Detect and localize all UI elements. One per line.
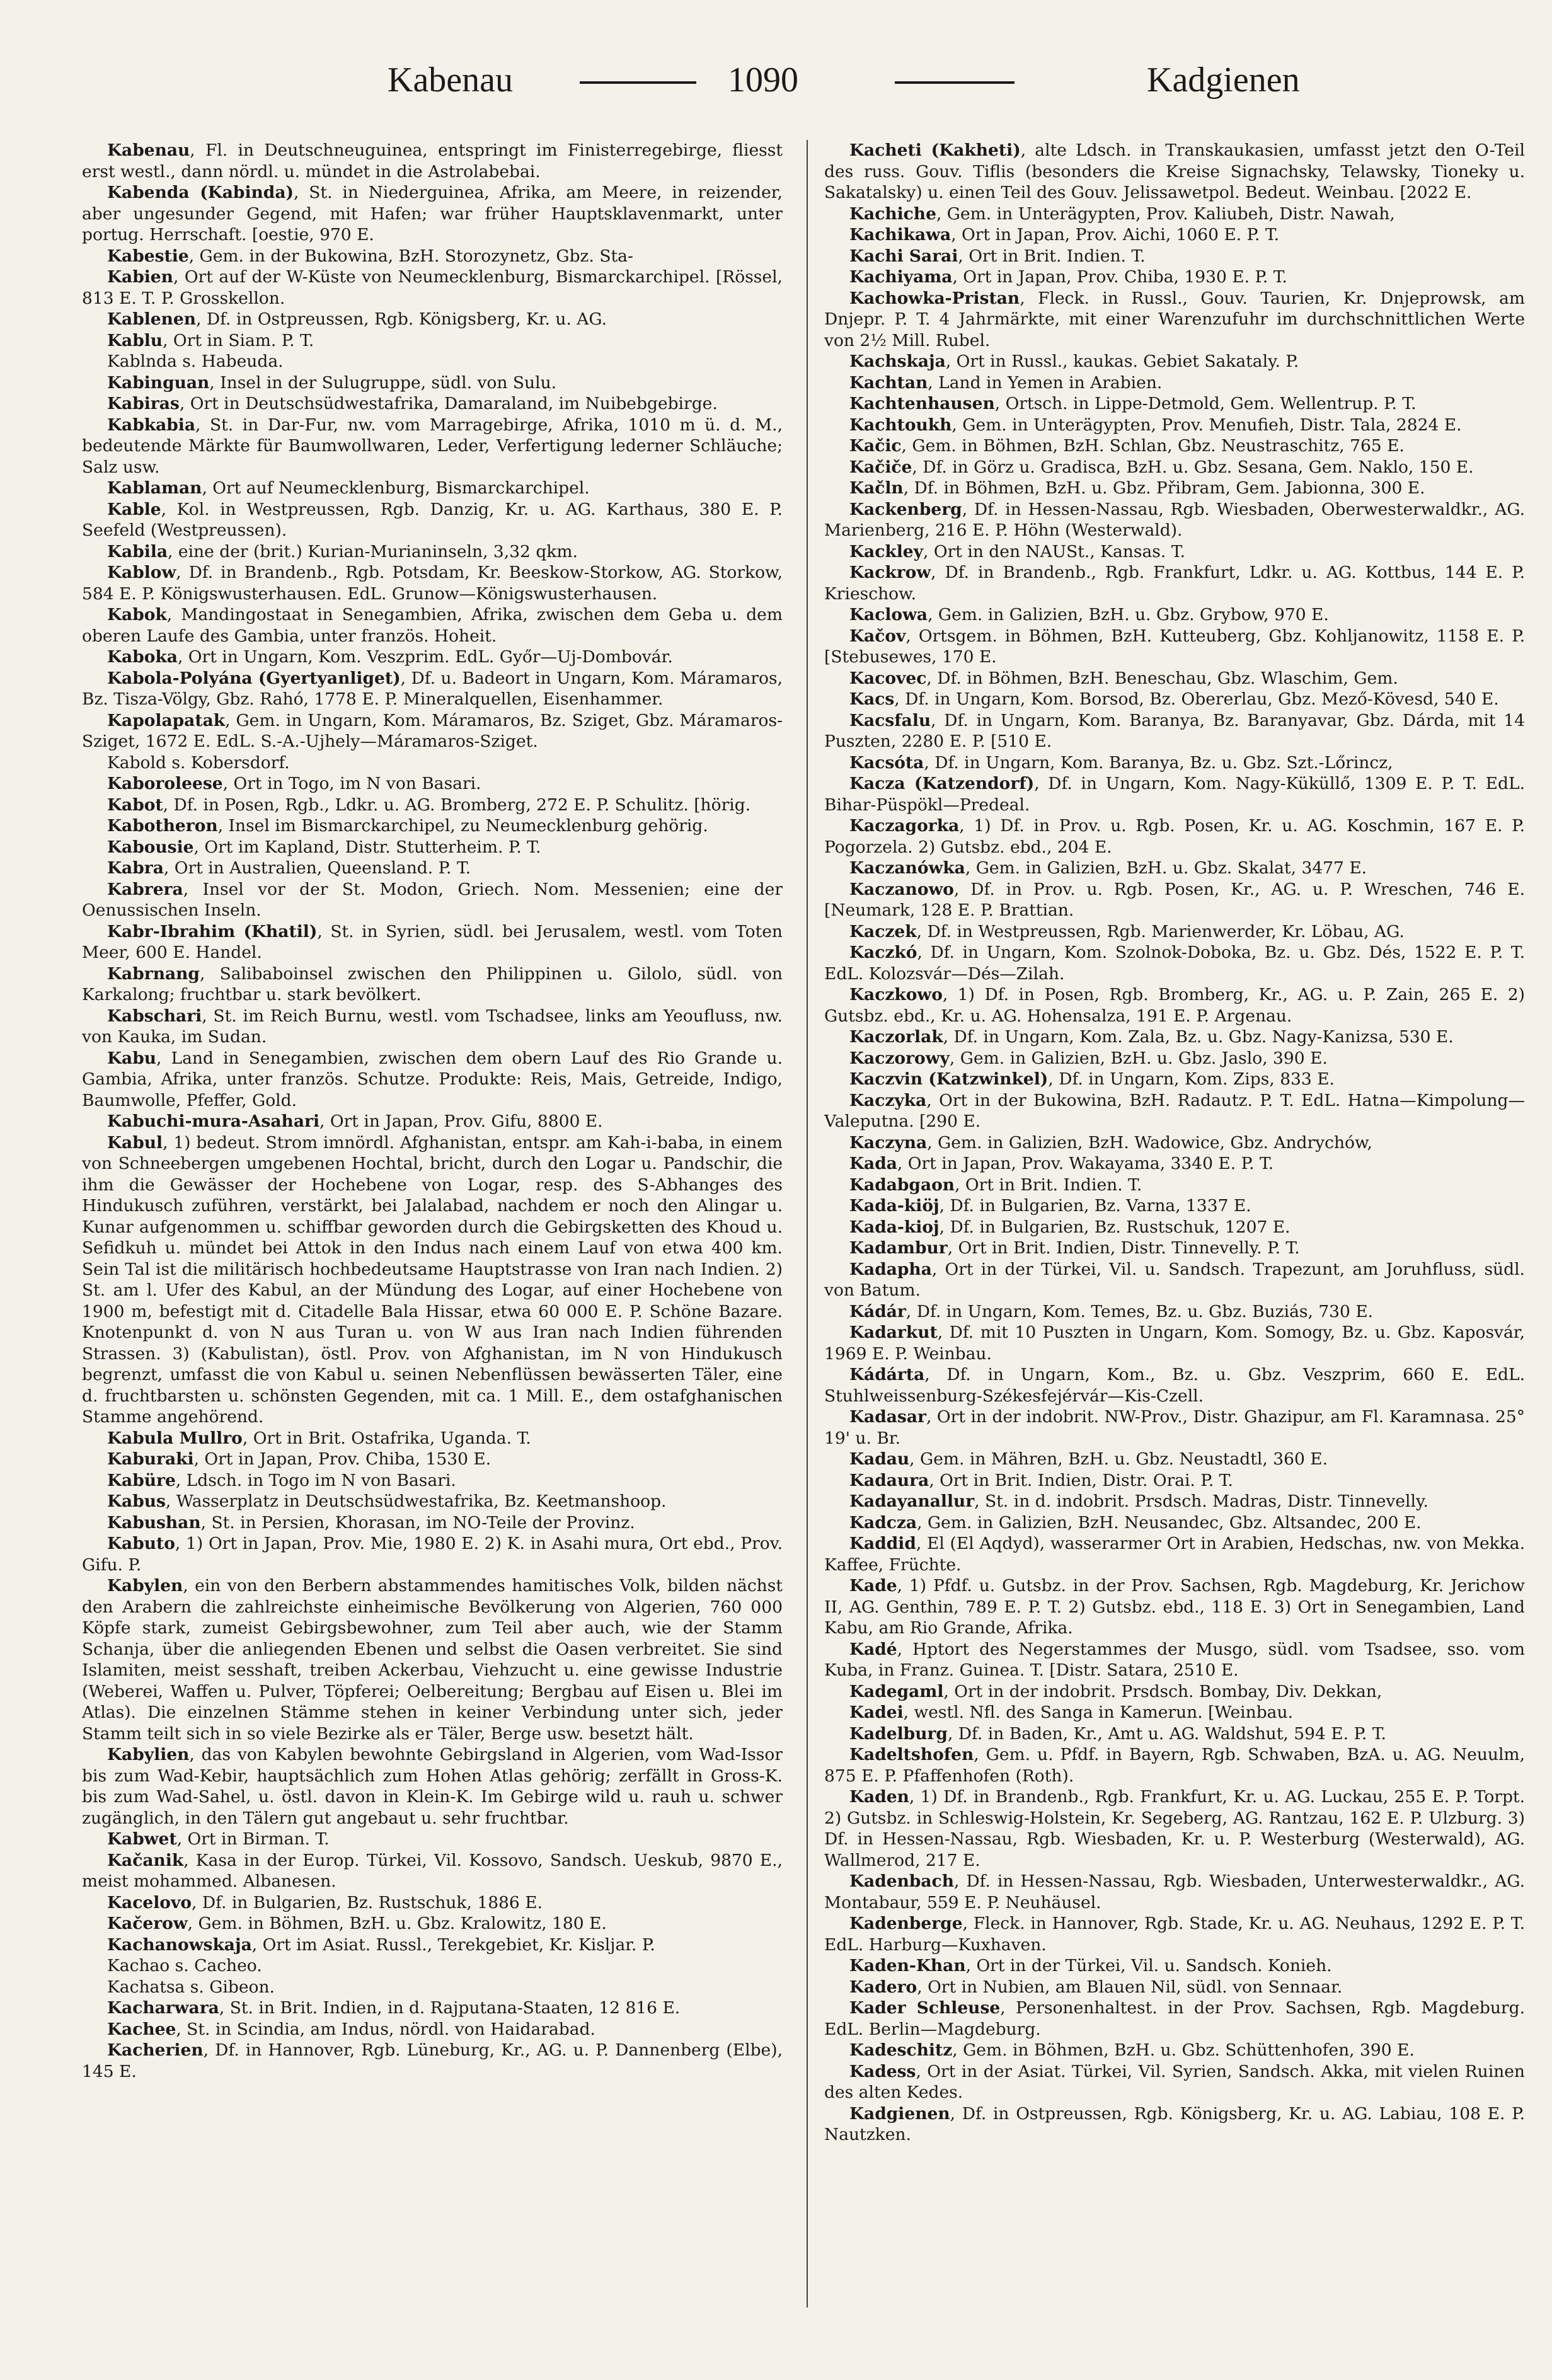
dictionary-entry: Kabr-Ibrahim (Khatil), St. in Syrien, südl. bei Jerusalem, westl. vom Toten Meer, 600 E. Handel. [82,921,783,962]
dictionary-entry: Kada-kioj, Df. in Bulgarien, Bz. Rustschuk, 1207 E. [849,1217,1290,1237]
dictionary-entry: Kaddid, El (El Aqdyd), wasserarmer Ort in Arabien, Hedschas, nw. von Mekka. Kaffee, Früchte. [824,1534,1525,1575]
dictionary-entry: Kádárta, Df. in Ungarn, Kom., Bz. u. Gbz. Veszprim, 660 E. EdL. Stuhlweissenburg-Székesfejérvár—Kis-Czell. [824,1365,1525,1406]
dictionary-entry: Kaboroleese, Ort in Togo, im N von Basari. [107,774,481,793]
dictionary-entry: Kadé, Hptort des Negerstammes der Musgo, südl. vom Tsadsee, sso. vom Kuba, in Franz. Guinea. T. [Distr. Satara, 2510 E. [824,1639,1525,1680]
dictionary-entry: Kaczorowy, Gem. in Galizien, BzH. u. Gbz. Jaslo, 390 E. [849,1048,1328,1068]
dictionary-entry: Kachee, St. in Scindia, am Indus, nördl. von Haidarabad. [107,2019,595,2039]
dictionary-entry: Kablenen, Df. in Ostpreussen, Rgb. Königsberg, Kr. u. AG. [107,309,607,329]
dictionary-entry: Kadeltshofen, Gem. u. Pfdf. in Bayern, Rgb. Schwaben, BzA. u. AG. Neuulm, 875 E. P. Pfaffenhofen (Roth). [824,1745,1525,1786]
dictionary-entry: Kadau, Gem. in Mähren, BzH. u. Gbz. Neustadtl, 360 E. [849,1449,1328,1469]
dictionary-entry: Kabkabia, St. in Dar-Fur, nw. vom Marragebirge, Afrika, 1010 m ü. d. M., bedeutende Märkte für Baumwollwaren, Leder, Verfertigung lederner Schläuche; Salz usw. [82,415,783,477]
dictionary-entry: Kachtoukh, Gem. in Unterägypten, Prov. Menufieh, Distr. Tala, 2824 E. [849,415,1462,435]
dictionary-entry: Kabuto, 1) Ort in Japan, Prov. Mie, 1980 E. 2) K. in Asahi mura, Ort ebd., Prov. Gifu. P. [82,1534,783,1575]
dictionary-entry: Kacharwara, St. in Brit. Indien, in d. Rajputana-Staaten, 12 816 E. [107,1998,681,2018]
dictionary-entry: Kabula Mullro, Ort in Brit. Ostafrika, Uganda. T. [107,1428,531,1448]
dictionary-entry: Kadambur, Ort in Brit. Indien, Distr. Tinnevelly. P. T. [849,1238,1300,1258]
dictionary-entry: Kackrow, Df. in Brandenb., Rgb. Frankfurt, Ldkr. u. AG. Kottbus, 144 E. P. Krieschow. [824,563,1525,604]
column-divider [807,140,808,2308]
dictionary-entry: Kabinguan, Insel in der Sulugruppe, südl. von Sulu. [107,372,557,393]
dictionary-entry: Kachiche, Gem. in Unterägypten, Prov. Kaliubeh, Distr. Nawah, [849,204,1395,224]
dictionary-entry: Kaburaki, Ort in Japan, Prov. Chiba, 1530 E. [107,1449,491,1469]
dictionary-entry: Kacza (Katzendorf), Df. in Ungarn, Kom. Nagy-Küküllő, 1309 E. P. T. EdL. Bihar-Püspökl—Predeal. [824,774,1525,815]
dictionary-entry: Kadeschitz, Gem. in Böhmen, BzH. u. Gbz. Schüttenhofen, 390 E. [849,2040,1415,2060]
dictionary-entry: Kabschari, St. im Reich Burnu, westl. vom Tschadsee, links am Yeoufluss, nw. von Kauka, im Sudan. [82,1006,783,1047]
dictionary-entry: Kačiče, Df. in Görz u. Gradisca, BzH. u. Gbz. Sesana, Gem. Naklo, 150 E. [849,457,1474,477]
dictionary-entry: Kaczkowo, 1) Df. in Posen, Rgb. Bromberg, Kr., AG. u. P. Zain, 265 E. 2) Gutsbz. ebd., Kr. u. AG. Hohensalza, 191 E. P. Argenau. [824,985,1525,1026]
dictionary-entry: Kada, Ort in Japan, Prov. Wakayama, 3340 E. P. T. [849,1154,1274,1173]
right-column [824,140,1525,2320]
dictionary-entry: Kačln, Df. in Böhmen, BzH. u. Gbz. Přibram, Gem. Jabionna, 300 E. [849,478,1425,498]
dictionary-entry: Kacsóta, Df. in Ungarn, Kom. Baranya, Bz. u. Gbz. Szt.-Lőrincz, [849,752,1393,773]
dictionary-entry: Kachikawa, Ort in Japan, Prov. Aichi, 1060 E. P. T. [849,225,1280,244]
dictionary-entry: Kadero, Ort in Nubien, am Blauen Nil, südl. von Sennaar. [849,1977,1343,1997]
header-dash-left [580,81,696,84]
dictionary-entry: Kader Schleuse, Personenhaltest. in der Prov. Sachsen, Rgb. Magdeburg. EdL. Berlin—Magdeburg. [824,1998,1525,2039]
dictionary-entry: Kabus, Wasserplatz in Deutschsüdwestafrika, Bz. Keetmanshoop. [107,1492,667,1511]
dictionary-entry: Kaczyka, Ort in der Bukowina, BzH. Radautz. P. T. EdL. Hatna—Kimpolung—Valeputna. [290 E. [824,1090,1525,1131]
page-header [82,60,1468,129]
dictionary-entry: Kadapha, Ort in der Türkei, Vil. u. Sandsch. Trapezunt, am Joruhfluss, südl. von Batum. [824,1259,1525,1300]
dictionary-entry: Kabok, Mandingostaat in Senegambien, Afrika, zwischen dem Geba u. dem oberen Laufe des Gambia, unter französ. Hoheit. [82,605,783,646]
dictionary-entry: Kabu, Land in Senegambien, zwischen dem obern Lauf des Rio Grande u. Gambia, Afrika, unter französ. Schutze. Produkte: Reis, Mais, Getreide, Indigo, Baumwolle, Pfeffer, Gold. [82,1048,783,1110]
dictionary-entry: Kachtenhausen, Ortsch. in Lippe-Detmold, Gem. Wellentrup. P. T. [849,394,1417,413]
dictionary-entry: Kabushan, St. in Persien, Khorasan, im NO-Teile der Provinz. [107,1512,635,1532]
header-right-word: Kadgienen [1147,60,1300,100]
dictionary-entry: Kachanowskaja, Ort im Asiat. Russl., Terekgebiet, Kr. Kisljar. P. [107,1934,655,1955]
dictionary-entry: Kachatsa s. Gibeon. [107,1977,275,1997]
dictionary-entry: Kabold s. Kobersdorf. [107,752,290,773]
dictionary-entry: Kačerow, Gem. in Böhmen, BzH. u. Gbz. Kralowitz, 180 E. [107,1914,607,1933]
dictionary-entry: Kackenberg, Df. in Hessen-Nassau, Rgb. Wiesbaden, Oberwesterwaldkr., AG. Marienberg, 216 E. P. Höhn (Westerwald). [824,499,1525,540]
dictionary-entry: Kaczkó, Df. in Ungarn, Kom. Szolnok-Doboka, Bz. u. Gbz. Dés, 1522 E. P. T. EdL. Kolozsvár—Dés—Zilah. [824,943,1525,984]
dictionary-entry: Kachtan, Land in Yemen in Arabien. [849,372,1163,393]
dictionary-entry: Kabiras, Ort in Deutschsüdwestafrika, Damaraland, im Nuibebgebirge. [107,394,718,413]
dictionary-entry: Kadei, westl. Nfl. des Sanga in Kamerun. [Weinbau. [849,1703,1293,1722]
dictionary-entry: Kachao s. Cacheo. [107,1956,262,1975]
dictionary-entry: Kádár, Df. in Ungarn, Kom. Temes, Bz. u. Gbz. Buziás, 730 E. [849,1301,1374,1321]
dictionary-entry: Kabien, Ort auf der W-Küste von Neumecklenburg, Bismarckarchipel. [Rössel, 813 E. T. P. Grosskellon. [82,267,783,308]
dictionary-entry: Kacs, Df. in Ungarn, Kom. Borsod, Bz. Obererlau, Gbz. Mező-Kövesd, 540 E. [849,689,1499,709]
dictionary-entry: Kadayanallur, St. in d. indobrit. Prsdsch. Madras, Distr. Tinnevelly. [849,1492,1428,1511]
dictionary-entry: Kabylen, ein von den Berbern abstammendes hamitisches Volk, bilden nächst den Arabern die zahlreichste einheimische Bevölkerung von Algerien, 760 000 Köpfe stark, zumeist Gebirgsbewohner, zum Teil aber auch, wie der Stamm Schanja, über die anliegenden Ebenen und selbst die Oasen verbreitet. Sie sind Islamiten, meist sesshaft, treiben Ackerbau, Viehzucht u. eine gewisse Industrie (Weberei, Waffen u. Pulver, Töpferei; Oelbereitung; Bergbau auf Eisen u. Blei im Atlas). Die einzelnen Stämme stehen in keiner Verbindung unter sich, jeder Stamm teilt sich in so viele Bezirke als er Täler, Berge usw. besetzt hält. [82,1576,783,1744]
dictionary-entry: Kablow, Df. in Brandenb., Rgb. Potsdam, Kr. Beeskow-Storkow, AG. Storkow, 584 E. P. Königswusterhausen. EdL. Grunow—Königswusterhausen. [82,563,783,604]
dictionary-entry: Kachskaja, Ort in Russl., kaukas. Gebiet Sakataly. P. [849,352,1299,371]
dictionary-entry: Kadcza, Gem. in Galizien, BzH. Neusandec, Gbz. Altsandec, 200 E. [849,1512,1422,1532]
dictionary-entry: Kadenberge, Fleck. in Hannover, Rgb. Stade, Kr. u. AG. Neuhaus, 1292 E. P. T. EdL. Harburg—Kuxhaven. [824,1914,1525,1955]
dictionary-entry: Kabenau, Fl. in Deutschneuguinea, entspringt im Finisterregebirge, fliesst erst westl., dann nördl. u. mündet in die Astrolabebai. [82,141,783,181]
dictionary-entry: Kachowka-Pristan, Fleck. in Russl., Gouv. Taurien, Kr. Dnjeprowsk, am Dnjepr. P. T. 4 Jahrmärkte, mit einer Warenzufuhr im durchschnittlichen Werte von 2½ Mill. Rubel. [824,288,1525,350]
dictionary-entry: Kadasar, Ort in der indobrit. NW-Prov., Distr. Ghazipur, am Fl. Karamnasa. 25° 19' u. Br. [824,1407,1525,1448]
dictionary-entry: Kaczek, Df. in Westpreussen, Rgb. Marienwerder, Kr. Löbau, AG. [849,921,1405,941]
dictionary-entry: Kabila, eine der (brit.) Kurian-Murianinseln, 3,32 qkm. [107,541,578,561]
dictionary-entry: Kabenda (Kabinda), St. in Niederguinea, Afrika, am Meere, in reizender, aber ungesunder Gegend, mit Hafen; war früher Hauptsklavenmarkt, unter portug. Herrschaft. [oestie, 970 E. [82,183,783,244]
dictionary-entry: Kadaura, Ort in Brit. Indien, Distr. Orai. P. T. [849,1470,1233,1490]
dictionary-entry: Kabot, Df. in Posen, Rgb., Ldkr. u. AG. Bromberg, 272 E. P. Schulitz. [hörig. [107,795,751,815]
dictionary-entry: Kadegaml, Ort in der indobrit. Prsdsch. Bombay, Div. Dekkan, [849,1681,1382,1701]
dictionary-entry: Kaczyna, Gem. in Galizien, BzH. Wadowice, Gbz. Andrychów, [849,1132,1372,1153]
dictionary-entry: Kablu, Ort in Siam. P. T. [107,330,314,350]
dictionary-entry: Kadelburg, Df. in Baden, Kr., Amt u. AG. Waldshut, 594 E. P. T. [849,1723,1386,1744]
page-number: 1090 [728,60,798,100]
dictionary-entry: Kacovec, Df. in Böhmen, BzH. Beneschau, Gbz. Wlaschim, Gem. [849,668,1398,688]
dictionary-entry: Kadenbach, Df. in Hessen-Nassau, Rgb. Wiesbaden, Unterwesterwaldkr., AG. Montabaur, 559 E. P. Neuhäusel. [824,1871,1525,1912]
dictionary-entry: Kacherien, Df. in Hannover, Rgb. Lüneburg, Kr., AG. u. P. Dannenberg (Elbe), 145 E. [82,2040,783,2081]
dictionary-entry: Kabotheron, Insel im Bismarckarchipel, zu Neumecklenburg gehörig. [107,816,708,836]
header-dash-right [895,81,1015,84]
dictionary-entry: Kabrnang, Salibaboinsel zwischen den Philippinen u. Gilolo, südl. von Karkalong; fruchtbar u. stark bevölkert. [82,963,783,1004]
left-column [82,140,783,2320]
dictionary-entry: Kabüre, Ldsch. in Togo im N von Basari. [107,1470,456,1490]
dictionary-entry: Kabuchi-mura-Asahari, Ort in Japan, Prov. Gifu, 8800 E. [107,1112,603,1131]
dictionary-entry: Kacsfalu, Df. in Ungarn, Kom. Baranya, Bz. Baranyavar, Gbz. Dárda, mit 14 Puszten, 2280 E. P. [510 E. [824,710,1525,751]
dictionary-entry: Kable, Kol. in Westpreussen, Rgb. Danzig, Kr. u. AG. Karthaus, 380 E. P. Seefeld (Westpreussen). [82,499,783,540]
dictionary-entry: Kablaman, Ort auf Neumecklenburg, Bismarckarchipel. [107,478,590,498]
dictionary-entry: Kaczanówka, Gem. in Galizien, BzH. u. Gbz. Skalat, 3477 E. [849,858,1367,878]
dictionary-entry: Kabestie, Gem. in der Bukowina, BzH. Storozynetz, Gbz. Sta- [107,246,633,266]
header-left-word: Kabenau [388,60,514,100]
dictionary-entry: Kabola-Polyána (Gyertyanliget), Df. u. Badeort in Ungarn, Kom. Máramaros, Bz. Tisza-Völgy, Gbz. Rahó, 1778 E. P. Mineralquellen, Eisenhammer. [82,668,783,709]
dictionary-entry: Kade, 1) Pfdf. u. Gutsbz. in der Prov. Sachsen, Rgb. Magdeburg, Kr. Jerichow II, AG. Genthin, 789 E. P. T. 2) Gutsbz. ebd., 118 E. 3) Ort in Senegambien, Land Kabu, am Rio Grande, Afrika. [824,1576,1525,1638]
dictionary-entry: Kaczagorka, 1) Df. in Prov. u. Rgb. Posen, Kr. u. AG. Koschmin, 167 E. P. Pogorzela. 2) Gutsbz. ebd., 204 E. [824,816,1525,857]
dictionary-entry: Kabul, 1) bedeut. Strom imnördl. Afghanistan, entspr. am Kah-i-baba, in einem von Schneebergen umgebenen Hochtal, bricht, durch den Logar u. Pandschir, die ihm die Gewässer der Hochebene von Logar, resp. des S-Abhanges des Hindukusch zuführen, verstärkt, bei Jalalabad, nachdem er noch den Alingar u. Kunar aufgenommen u. schiffbar geworden durch die Gebirgsketten des Khoud u. Sefidkuh u. mündet bei Attok in den Indus nach einem Lauf von etwa 400 km. Sein Tal ist die militärisch hochbedeutsame Hauptstrasse von Iran nach Indien. 2) St. am l. Ufer des Kabul, an der Mündung des Logar, auf einer Hochebene von 1900 m, befestigt mit d. Citadelle Bala Hissar, etwa 60 000 E. P. Schöne Bazare. Knotenpunkt d. von N aus Turan u. von W aus Iran nach Indien führenden Strassen. 3) (Kabulistan), östl. Prov. von Afghanistan, im N von Hindukusch begrenzt, umfasst die von Kabul u. seinen Nebenflüssen bewässerten Täler, eine d. fruchtbarsten u. schönsten Gegenden, mit ca. 1 Mill. E., dem ostafghanischen Stamme angehörend. [82,1132,783,1427]
dictionary-entry: Kadess, Ort in der Asiat. Türkei, Vil. Syrien, Sandsch. Akka, mit vielen Ruinen des alten Kedes. [824,2061,1525,2102]
dictionary-entry: Kachiyama, Ort in Japan, Prov. Chiba, 1930 E. P. T. [849,267,1287,287]
dictionary-entry: Kaden-Khan, Ort in der Türkei, Vil. u. Sandsch. Konieh. [849,1956,1332,1975]
dictionary-entry: Kabrera, Insel vor der St. Modon, Griech. Nom. Messenien; eine der Oenussischen Inseln. [82,879,783,920]
dictionary-entry: Kačanik, Kasa in der Europ. Türkei, Vil. Kossovo, Sandsch. Ueskub, 9870 E., meist mohammed. Albanesen. [82,1850,783,1891]
dictionary-entry: Kadabgaon, Ort in Brit. Indien. T. [849,1175,1142,1195]
dictionary-entry: Kaden, 1) Df. in Brandenb., Rgb. Frankfurt, Kr. u. AG. Luckau, 255 E. P. Torpt. 2) Gutsbz. in Schleswig-Holstein, Kr. Segeberg, AG. Rantzau, 162 E. P. Ulzburg. 3) Df. in Hessen-Nassau, Rgb. Wiesbaden, Kr. u. P. Westerburg (Westerwald), AG. Wallmerod, 217 E. [824,1787,1525,1870]
dictionary-entry: Kačic, Gem. in Böhmen, BzH. Schlan, Gbz. Neustraschitz, 765 E. [849,436,1405,456]
dictionary-entry: Kachi Sarai, Ort in Brit. Indien. T. [849,246,1146,266]
dictionary-entry: Kabylien, das von Kabylen bewohnte Gebirgsland in Algerien, vom Wad-Issor bis zum Wad-Kebir, hauptsächlich zum Hohen Atlas gehörig; zerfällt in Gross-K. bis zum Wad-Sahel, u. östl. davon in Klein-K. Im Gebirge wild u. rauh u. schwer zugänglich, in den Tälern gut angebaut u. sehr fruchtbar. [82,1745,783,1828]
dictionary-entry: Kadarkut, Df. mit 10 Puszten in Ungarn, Kom. Somogy, Bz. u. Gbz. Kaposvár, 1969 E. P. Weinbau. [824,1323,1525,1364]
dictionary-entry: Kaczvin (Katzwinkel), Df. in Ungarn, Kom. Zips, 833 E. [849,1069,1335,1089]
dictionary-entry: Kaclowa, Gem. in Galizien, BzH. u. Gbz. Grybow, 970 E. [849,605,1329,624]
dictionary-entry: Kacelovo, Df. in Bulgarien, Bz. Rustschuk, 1886 E. [107,1892,543,1912]
dictionary-entry: Kaboka, Ort in Ungarn, Kom. Veszprim. EdL. Győr—Uj-Dombovár. [107,647,673,667]
dictionary-entry: Kabousie, Ort im Kapland, Distr. Stutterheim. P. T. [107,837,541,857]
dictionary-entry: Kapolapatak, Gem. in Ungarn, Kom. Máramaros, Bz. Sziget, Gbz. Máramaros-Sziget, 1672 E. EdL. S.-A.-Ujhely—Máramaros-Sziget. [82,710,783,751]
dictionary-entry: Kačov, Ortsgem. in Böhmen, BzH. Kutteuberg, Gbz. Kohljanowitz, 1158 E. P. [Stebusewes, 170 E. [824,626,1525,667]
dictionary-entry: Kacheti (Kakheti), alte Ldsch. in Transkaukasien, umfasst jetzt den O-Teil des russ. Gouv. Tiflis (besonders die Kreise Signachsky, Telawsky, Tioneky u. Sakatalsky) u. einen Teil des Gouv. Jelissawetpol. Bedeut. Weinbau. [2022 E. [824,141,1525,202]
dictionary-entry: Kackley, Ort in den NAUSt., Kansas. T. [849,541,1185,561]
dictionary-entry: Kaczorlak, Df. in Ungarn, Kom. Zala, Bz. u. Gbz. Nagy-Kanizsa, 530 E. [849,1027,1454,1047]
dictionary-entry: Kabwet, Ort in Birman. T. [107,1829,330,1849]
dictionary-entry: Kada-kiöj, Df. in Bulgarien, Bz. Varna, 1337 E. [849,1196,1251,1216]
dictionary-entry: Kabra, Ort in Australien, Queensland. P. T. [107,858,471,878]
dictionary-entry: Kadgienen, Df. in Ostpreussen, Rgb. Königsberg, Kr. u. AG. Labiau, 108 E. P. Nautzken. [824,2103,1525,2144]
dictionary-entry: Kablnda s. Habeuda. [107,352,284,371]
dictionary-entry: Kaczanowo, Df. in Prov. u. Rgb. Posen, Kr., AG. u. P. Wreschen, 746 E. [Neumark, 128 E. P. Brattian. [824,879,1525,920]
